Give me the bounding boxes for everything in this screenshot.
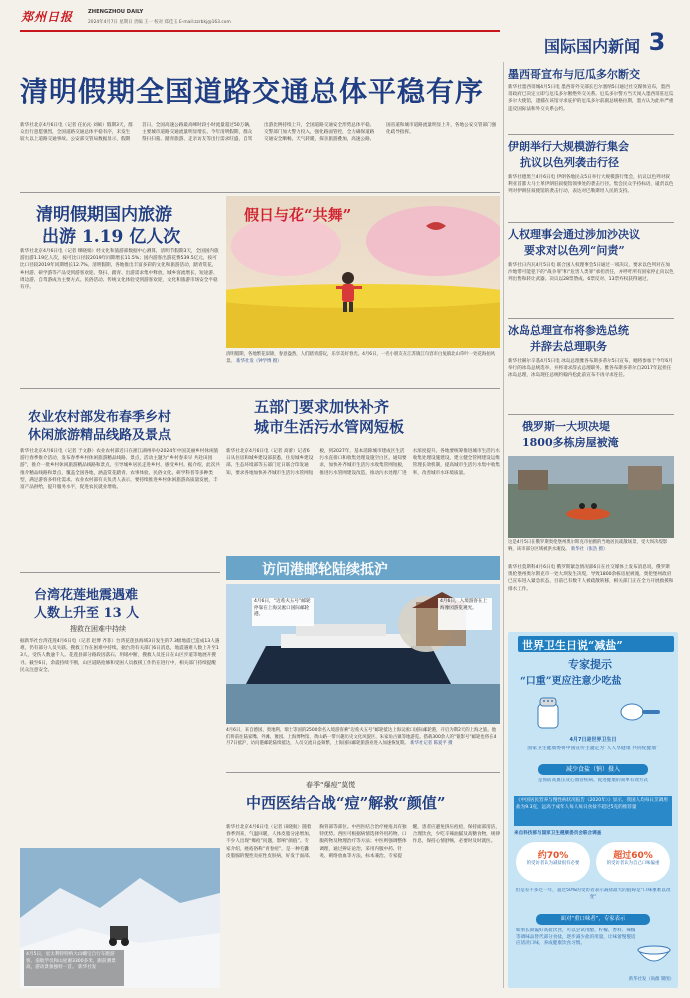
right-rule-2 (508, 222, 674, 223)
taiwan-subhead: 搜救在困难中持续 (70, 625, 126, 633)
salt-fact-2: 来自科技部与国家卫生健康委员会联合调查 (514, 831, 602, 836)
russia-flood-photo (508, 456, 674, 538)
salt-note-1: 4月7日是世界卫生日 (569, 737, 617, 743)
taiwan-headline-2: 人数上升至 13 人 (34, 606, 140, 620)
cruise-label-b: 4月6日，入境游客在上海豫园游览观光。 (438, 598, 492, 630)
plateau-caption-credit: 新华社发 (78, 965, 97, 971)
iceland-headline-2: 并辞去总理职务 (530, 340, 607, 353)
plateau-caption (24, 950, 124, 986)
salt-fact-3: 但是差不多过一年，超过50%的受访者表示减盐最大的阻碍是“口味重难以改变” (515, 888, 671, 900)
sewage-story (226, 396, 500, 556)
rural-headline-1: 农业农村部发布春季乡村 (28, 410, 172, 424)
salt-shaker-icon (528, 692, 568, 732)
salt-title: 世界卫生日说“减盐” (518, 636, 674, 652)
cruise-banner: 访问港邮轮陆续抵沪 (262, 562, 388, 577)
russia-headline-1: 俄罗斯一大坝决堤 (522, 420, 610, 433)
mid-rule-1 (20, 388, 500, 389)
salt-subtitle-1: 专家提示 (568, 658, 612, 670)
salt-tips-title: 面对“重口味者”，专家表示 (536, 914, 650, 925)
masthead-pinyin: ZHENGZHOU DAILY (88, 9, 144, 15)
masthead (0, 0, 690, 62)
masthead-rule (20, 30, 500, 32)
salt-bowl-icon (636, 938, 672, 968)
salt-note-2: 国家卫生健康委将中国宣传主题定为“人人享健康 共同促健康” (527, 746, 659, 751)
salt-ribbon-sub: 是预防高血压及心血管疾病、促进健康的简单有效方式 (537, 778, 649, 783)
right-rule-1 (508, 134, 674, 135)
tourism-body: 新华社北京4月6日电（记者 缪晓娟）经文化和旅游部数据中心测算，清明节假期3天，全国国内旅游出游1.19亿人次，按可比口径较2019年同期增长11.5%；国内游客出游花费539.5亿元，按可比口径较2019年同期增长12.7%。清明假期，各地推出丰富多彩的文化和旅游活动，踏青赏花、乡村游、研学游等产品受到游客欢迎。祭扫、踏青、出游需求集中释放，城乡客流增长，短途游、周边游、自驾游成为主要方式。民俗活动、传统文化体验受到游客欢迎，文化和旅游市场安全平稳有序。 (20, 249, 219, 291)
page-number: 3 (648, 28, 666, 56)
russia-headline-2: 1800多栋房屋被淹 (522, 436, 619, 449)
spring-photo-caption-text: 清明假期，各地繁花似锦，春意盎然，人们踏青游玩，乐享美好春光。4月6日，一名小朋友在江苏镇江句容市白兔镇北山草叶一处花海拍风景。 (226, 352, 496, 364)
iran-headline-2: 抗议以色列袭击行径 (520, 156, 619, 169)
plateau-caption-text: 4月5日，星太利特特纳大山螺宝自行车跑游客，南航学员和山屋谢3300多米，跟前测景高，游动景象独特一首。 (26, 952, 116, 971)
salt-stat-2-label: 的受访者认为自己口味偏重 (606, 861, 660, 866)
cruise-caption (226, 728, 500, 768)
plateau-photo (20, 848, 220, 988)
tourism-headline-1: 清明假期国内旅游 (36, 205, 172, 222)
iceland-headline-1: 冰岛总理宣布将参选总统 (508, 324, 629, 337)
spring-photo-title: 假日与花“共舞” (244, 206, 352, 224)
tourism-headline-2: 出游 1.19 亿人次 (42, 227, 181, 244)
right-column-divider (503, 62, 504, 988)
lead-story (20, 70, 500, 188)
spring-photo (226, 196, 500, 348)
taiwan-headline-1: 台湾花莲地震遇难 (34, 588, 139, 602)
right-rule-4 (508, 414, 674, 415)
salt-spoon-icon (618, 694, 662, 730)
tcm-body: 新华社北京4月6日电（记者 田晓航）随着春季到来，气温回暖，人体皮脂分泌增加，不少人出现“爆痘”问题，影响“颜值”。专家介绍，痤疮俗称“青春痘”，是一种毛囊皮脂腺的慢性炎症性皮肤病，好发于面部、胸背部等部位。中西医结合治疗痤疮具有独特优势。西医可根据病情选择外用药物、口服药物及物理治疗等方法；中医则强调整体调理，通过辨证论治，采用内服中药、针灸、刺络放血等方法，标本兼治。专家提醒，患者应避免挤压痘痘，保持面部清洁，合理饮食，少吃辛辣油腻及高糖食物，规律作息，保持心情舒畅，必要时及时就医。 (226, 825, 500, 859)
salt-infographic (508, 632, 678, 988)
iran-headline-1: 伊朗举行大规模游行集会 (508, 140, 629, 153)
sewage-body: 新华社北京4月6日电（记者 高蕾）记者6日从住房和城乡建设部获悉，住房城乡建设部、生态环境部等五部门近日联合印发通知，要求各地加快补齐城市生活污水管网短板，到2027年，基本消除城市建成区生活污水直排口和收集处理设施空白区。通知要求，加快补齐城市生活污水收集管网短板，推进污水管网建设改造，推动污水处理厂进水浓度提升。各地要统筹推进城市生活污水收集处理设施建设，建立健全管网建设运维管理长效机制，提高城市生活污水集中收集率，改善城市水环境质量。 (226, 449, 500, 476)
taiwan-story (20, 578, 220, 843)
rural-story (20, 406, 220, 568)
right-news-2 (508, 138, 674, 220)
salt-stat-1-label: 的受访者认为减盐很有必要 (526, 861, 580, 866)
masthead-date-line: 2024年4月7日 星期日 责编 王一 校对 郑佳玉 E-mail:zzrbkj@163.com (88, 20, 231, 25)
tcm-story (226, 776, 500, 988)
mexico-body: 新华社墨西哥城4月5日电 墨西哥外交部长巴尔塞纳5日通过社交媒体宣布，墨西哥政府已决定立即与厄瓜多尔断绝外交关系。厄瓜多尔警方当天闯入墨西哥驻厄瓜多尔大使馆，逮捕在该馆寻求庇护的厄瓜多尔前副总统格拉斯，墨方认为此举严重违反国际法和外交关系公约。 (508, 85, 674, 112)
unhrc-headline-2: 要求对以色列“问责” (524, 244, 625, 257)
spring-photo-caption (226, 352, 500, 382)
tourism-story (20, 196, 220, 384)
salt-stat-2-pct: 超过60% (613, 851, 653, 861)
salt-stat-1-pct: 约70% (537, 851, 569, 861)
rural-body: 新华社北京4月6日电（记者 于文静）农业农村部近日在浙江湖州举办2024年中国美丽乡村休闲旅游行春季推介活动，发布春季乡村休闲旅游精品线路、景点，活动主题为“乡村春来早 共赴田园游”，推介一批乡村休闲旅游精品线路和景点，引导城乡居民走进乡村、感受乡村。据介绍，此次共推介精品线路和景点，覆盖全国各地，涵盖赏花踏青、农事体验、民俗文化、研学科普等多种类型，满足游客多样化需求。农业农村部有关负责人表示，要持续推进乡村休闲旅游高质量发展，丰富产品供给，提升服务水平，促进农民就业增收。 (20, 449, 220, 491)
russia-flood-photo-image (508, 456, 674, 538)
iran-body: 新华社德黑兰4月6日电 伊朗各地民众5日举行大规模游行集会，抗议以色列对叙利亚首都大马士革伊朗驻叙使馆领事处的袭击行径。集会民众手持标语，谴责以色列对伊朗驻叙使馆的袭击行动，表达对巴勒斯坦人民的支持。 (508, 175, 674, 195)
salt-credit: 新华社发（尚薇 制图） (628, 977, 674, 982)
salt-stat-2 (596, 842, 670, 882)
cruise-caption-text: 4月6日，来自德国、奥地利、瑞士等国的2500余名入境游客乘“迈希夫五号”邮轮抵达上海吴淞口国际邮轮港，开启为期2天的上海之旅。他们将前往陆家嘴、外滩、豫园、上海博物馆、黄山路一带兴趣历史文化风貌区、朱家角古镇等地游览。搭载300余人的“银影号”邮轮也将在4月7日抵沪，访问港邮轮陆续抵达，人员交流日益频繁，上海国际邮轮旅游业进入加速恢复期。 (226, 728, 497, 747)
russia-photo-credit: 新华社（张浩 摄） (570, 546, 608, 552)
tcm-headline: 中西医结合战“痘”解救“颜值” (246, 794, 446, 812)
salt-stat-1 (516, 842, 590, 882)
lead-headline: 清明假期全国道路交通总体平稳有序 (20, 75, 485, 108)
russia-photo-caption (508, 540, 674, 562)
cruise-block (226, 556, 500, 768)
right-news-5 (508, 418, 674, 628)
sewage-headline-2: 城市生活污水管网短板 (254, 418, 405, 436)
right-news-3 (508, 226, 674, 316)
section-title: 国际国内新闻 (543, 37, 640, 54)
tcm-kicker: 春季“爆痘”莫慌 (306, 781, 356, 789)
spring-photo-credit: 新华社发（钟学博 摄） (236, 358, 282, 364)
salt-ribbon: 减少食盐（钠）摄入 (538, 764, 648, 775)
salt-fact-1: 《中国居民营养与慢性病状况报告（2020年）》显示，我国人均每日烹调用盐为9.3克，远高于成年人每人每日食盐不超过5克的推荐量 (514, 796, 672, 826)
cruise-label-a: 4月6日，“迈希夫五号”邮轮停靠在上海吴淞口国际邮轮港。 (252, 598, 314, 626)
sewage-headline-1: 五部门要求加快补齐 (254, 398, 390, 416)
lead-body: 新华社北京4月6日电（记者 任沁沁 刘硕）假期3天，群众出行意愿强烈，全国道路交通总体平稳有序，未发生较大以上道路交通事故。公安部交管局数据显示，假期首日，全国高速公路最高峰时段小时流量超过50万辆，主要城市道路交通流量明显增长。今年清明假期，群众祭扫扫墓、踏青旅游、走亲访友等出行需求旺盛，自驾出游比例持续上升，全国道路交通安全形势总体平稳。交警部门加大警力投入，强化路面管控，全力确保道路交通安全顺畅。天气转暖，探亲旅游叠加，高速公路、国省道和城市道路流量明显上升，各地公安交管部门强化疏导指挥。 (20, 123, 497, 143)
salt-subtitle-2: “口重”更应注意少吃盐 (520, 676, 622, 686)
masthead-logo: 郑州日报 (21, 10, 74, 22)
lead-rule (20, 192, 500, 193)
iceland-body: 新华社赫尔辛基4月5日电 冰岛总理雅各布斯多蒂尔5日宣布，她将参加于今年6月举行的冰岛总统选举，并将请求辞去总理职务。雅各布斯多蒂尔自2017年起担任冰岛总理，冰岛现任总统约翰内松此前宣布不再寻求连任。 (508, 359, 673, 379)
rural-headline-2: 休闲旅游精品线路及景点 (28, 428, 172, 442)
right-rule-3 (508, 318, 674, 319)
taiwan-body: 据新华社台湾花莲4月6日电（记者 赵博 齐菲）台湾花莲县海域3日发生的7.3级地震已造成13人遇难，仍有部分人员失联。搜救工作在困难中持续。据台湾有关部门6日消息，地震遇难人数上升至13人，受伤人数逾千人。花莲县部分路段因落石、坍塌中断，搜救人员连日在山区步道等地展开搜寻。截至6日，余震持续不断，山区道路抢修和受困人员救援工作仍在进行中，相关部门持续提醒民众注意安全。 (20, 639, 220, 673)
right-news-4 (508, 322, 674, 412)
unhrc-headline-1: 人权理事会通过涉加沙决议 (508, 228, 640, 241)
russia-body: 新华社莫斯科4月6日电 俄罗斯紧急情况部6日在社交媒体上发布消息说，俄罗斯奥伦堡州奥尔斯克市一处大坝发生决堤，导致1800余栋房屋被淹，奥伦堡州政府已宣布进入紧急状态，目前已有数千人被疏散转移，相关部门正在全力开展救援和排水工作。 (508, 565, 674, 592)
mid-rule-2 (20, 572, 220, 573)
mid-rule-3 (226, 772, 500, 773)
russia-photo-caption-text: 这是4月5日在俄罗斯奥伦堡州奥尔斯克市拍摄的当地居民疏散场景，受大坝决堤影响，该市部分区域被洪水淹没。 (508, 540, 668, 552)
right-news-1 (508, 66, 674, 130)
unhrc-body: 新华社日内瓦4月5日电 联合国人权理事会5日通过一项决议，要求以色列对在加沙地带可能犯下的“战争罪”和“危害人类罪”承担责任，并呼吁所有国家停止向以色列出售和转让武器。决议以28票赞成、6票反对、13票弃权获得通过。 (508, 263, 674, 283)
mexico-headline: 墨西哥宣布与厄瓜多尔断交 (508, 68, 640, 81)
salt-tips-body: 如果长期偏好高盐饮食，可以尝试用醋、柠檬、香料、辣椒等调味品替代部分食盐，逐步减少盐的用量，让味蕾慢慢适应清淡口味，养成健康饮食习惯。 (516, 928, 636, 947)
cruise-caption-credit: 新华社记者 陈爱平 摄 (410, 741, 453, 747)
